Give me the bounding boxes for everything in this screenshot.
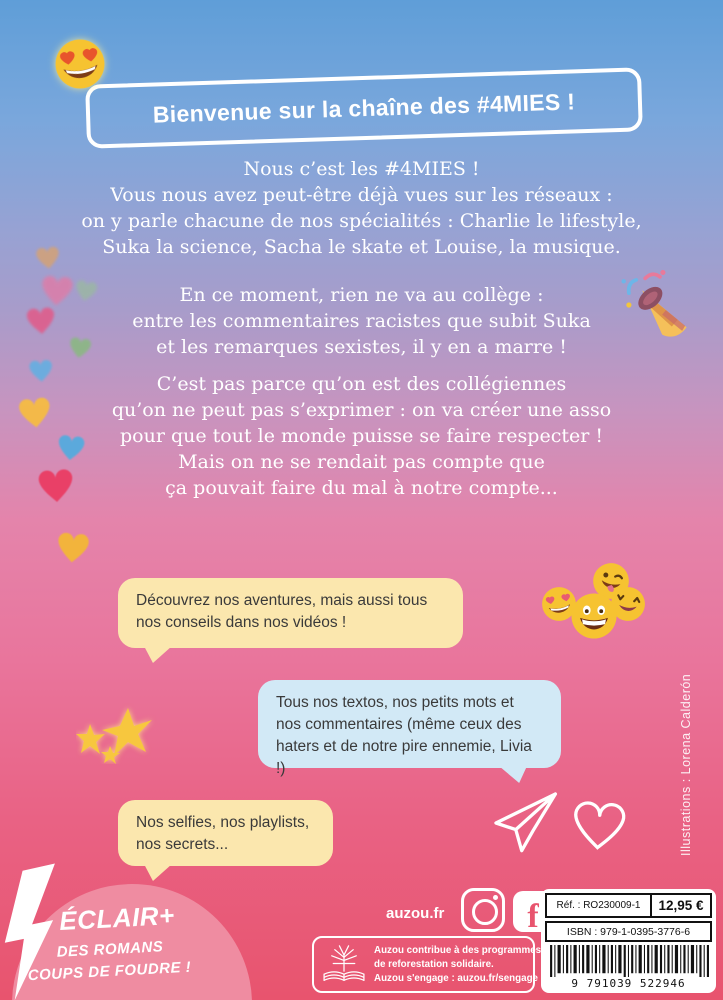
publisher-website: auzou.fr: [386, 905, 445, 922]
ean-number: 9 791039 522946: [571, 977, 686, 990]
eco-line: Auzou s'engage : auzou.fr/sengage: [374, 972, 538, 984]
paper-plane-icon: [490, 790, 560, 856]
sparkles-icon: [76, 698, 158, 764]
heart-decor-icon: [52, 527, 93, 568]
price: 12,95 €: [658, 898, 704, 913]
story-line: pour que tout le monde puisse se faire respecter !: [120, 425, 603, 447]
facebook-letter: f: [527, 898, 539, 932]
story-line: et les remarques sexistes, il y en a marre !: [156, 336, 567, 358]
speech-bubble-videos: [118, 578, 463, 648]
speech-bubble-text: Tous nos textos, nos petits mots et nos commentaires (même ceux des haters et de notre pire ennemie, Livia !): [276, 694, 532, 777]
heart-outline-icon: [564, 794, 634, 858]
story-line: En ce moment, rien ne va au collège :: [179, 284, 544, 306]
instagram-icon: [461, 888, 505, 932]
eco-line: de reforestation solidaire.: [374, 958, 494, 970]
story-line: Vous nous avez peut-être déjà vues sur les réseaux :: [110, 184, 613, 206]
grin-emoji-icon: [570, 592, 618, 640]
bubble-tail: [144, 864, 172, 881]
eco-program-box: [312, 936, 542, 993]
story-line: entre les commentaires racistes que subit Suka: [132, 310, 591, 332]
ref-price-row: [545, 893, 712, 918]
story-paragraph-3: [0, 371, 723, 501]
eco-line: Auzou contribue à des programmes: [374, 944, 542, 956]
instagram-dot: [493, 895, 498, 900]
collection-tagline-1: DES ROMANS: [56, 938, 164, 961]
bubble-tail: [499, 766, 527, 783]
collection-tagline-2: COUPS DE FOUDRE !: [27, 958, 192, 985]
retail-info-box: [541, 889, 716, 993]
story-line: C’est pas parce qu’on est des collégiennes: [156, 373, 567, 395]
tree-book-icon: [321, 941, 367, 989]
speech-bubble-text: Découvrez nos aventures, mais aussi tous nos conseils dans nos vidéos !: [136, 592, 428, 631]
story-paragraph-1: [0, 156, 723, 260]
eco-text: [374, 944, 541, 986]
collection-logo: ÉCLAIR+: [58, 899, 176, 937]
story-line: ça pouvait faire du mal à notre compte...: [165, 477, 558, 499]
story-line: Suka la science, Sacha le skate et Louise, la musique.: [102, 236, 621, 258]
story-line: qu’on ne peut pas s’exprimer : on va créer une asso: [111, 399, 612, 421]
speech-bubble-text: Nos selfies, nos playlists, nos secrets...: [136, 814, 310, 853]
instagram-lens: [472, 899, 498, 925]
isbn: ISBN : 979-1-0395-3776-6: [545, 921, 712, 942]
story-paragraph-2: [0, 282, 723, 360]
banner-title: Bienvenue sur la chaîne des #4MIES !: [152, 87, 576, 128]
illustrator-credit: Illustrations : Lorena Calderón: [679, 673, 693, 856]
story-line: Mais on ne se rendait pas compte que: [178, 451, 545, 473]
speech-bubble-selfies: [118, 800, 333, 866]
story-line: Nous c’est les #4MIES !: [243, 158, 480, 180]
heart-eyes-emoji-icon: [51, 35, 110, 94]
story-line: on y parle chacune de nos spécialités : Charlie le lifestyle,: [81, 210, 642, 232]
speech-bubble-textos: [258, 680, 561, 777]
party-popper-emoji-icon: [620, 268, 694, 342]
reference-number: Réf. : RO230009-1: [547, 895, 652, 916]
bubble-tail: [144, 646, 172, 663]
title-banner: [85, 67, 643, 148]
barcode-icon: [549, 945, 709, 977]
